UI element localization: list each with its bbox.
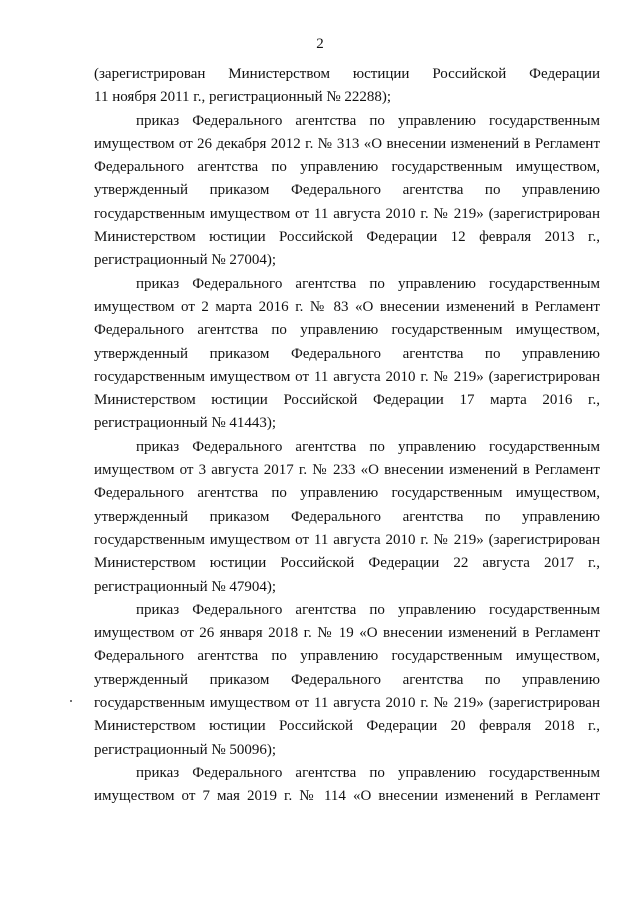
document-body [94,63,600,809]
text-line: приказ Федерального агентства по управлению государственным [136,275,600,292]
text-line: государственным имуществом от 11 августа 2010 г. № 219» (зарегистрирован [94,531,600,548]
text-line: Федерального агентства по управлению государственным имуществом, [94,648,600,665]
text-line: утвержденный приказом Федерального агентства по управлению [94,182,600,199]
text-line: Министерством юстиции Российской Федерации 22 августа 2017 г., [94,555,600,572]
text-line: Министерством юстиции Российской Федерации 17 марта 2016 г., [94,392,600,409]
text-line: утвержденный приказом Федерального агентства по управлению [94,508,600,525]
text-line: приказ Федерального агентства по управлению государственным [136,438,600,455]
text-line: имуществом от 3 августа 2017 г. № 233 «О внесении изменений в Регламент [94,462,600,479]
text-line: приказ Федерального агентства по управлению государственным [136,601,600,618]
text-line: имуществом от 7 мая 2019 г. № 114 «О внесении изменений в Регламент [94,788,600,805]
text-line: утвержденный приказом Федерального агентства по управлению [94,345,600,362]
page-number: 2 [316,36,324,52]
text-line: Министерством юстиции Российской Федерации 12 февраля 2013 г., [94,229,600,246]
text-line: имуществом от 2 марта 2016 г. № 83 «О внесении изменений в Регламент [94,298,600,315]
text-line: приказ Федерального агентства по управлению государственным [136,112,600,129]
text-line: регистрационный № 47904); [94,578,277,595]
paragraph-order-2012 [94,110,600,273]
text-line: Федерального агентства по управлению государственным имуществом, [94,159,600,176]
paragraph-order-2018 [94,599,600,762]
text-line: Федерального агентства по управлению государственным имуществом, [94,485,600,502]
paragraph-order-2019 [94,762,600,809]
text-line: Федерального агентства по управлению государственным имуществом, [94,322,600,339]
text-line: имуществом от 26 декабря 2012 г. № 313 «О внесении изменений в Регламент [94,135,600,152]
paragraph-continuation-2011 [94,63,600,110]
paragraph-order-2017 [94,436,600,599]
paragraph-order-2016 [94,273,600,436]
text-line: приказ Федерального агентства по управлению государственным [136,764,600,781]
text-line: Министерством юстиции Российской Федерации 20 февраля 2018 г., [94,718,600,735]
text-line: регистрационный № 50096); [94,741,277,758]
text-line: государственным имуществом от 11 августа 2010 г. № 219» (зарегистрирован [94,695,600,712]
text-line: регистрационный № 27004); [94,252,277,269]
text-line: регистрационный № 41443); [94,415,277,432]
text-line: (зарегистрирован Министерством юстиции Российской Федерации [94,66,600,82]
text-line: 11 ноября 2011 г., регистрационный № 22288); [94,89,392,106]
text-line: государственным имуществом от 11 августа 2010 г. № 219» (зарегистрирован [94,205,600,222]
text-line: утвержденный приказом Федерального агентства по управлению [94,671,600,688]
text-line: государственным имуществом от 11 августа 2010 г. № 219» (зарегистрирован [94,368,600,385]
text-line: имуществом от 26 января 2018 г. № 19 «О внесении изменений в Регламент [94,625,600,642]
scan-artifact-dot [70,700,72,702]
